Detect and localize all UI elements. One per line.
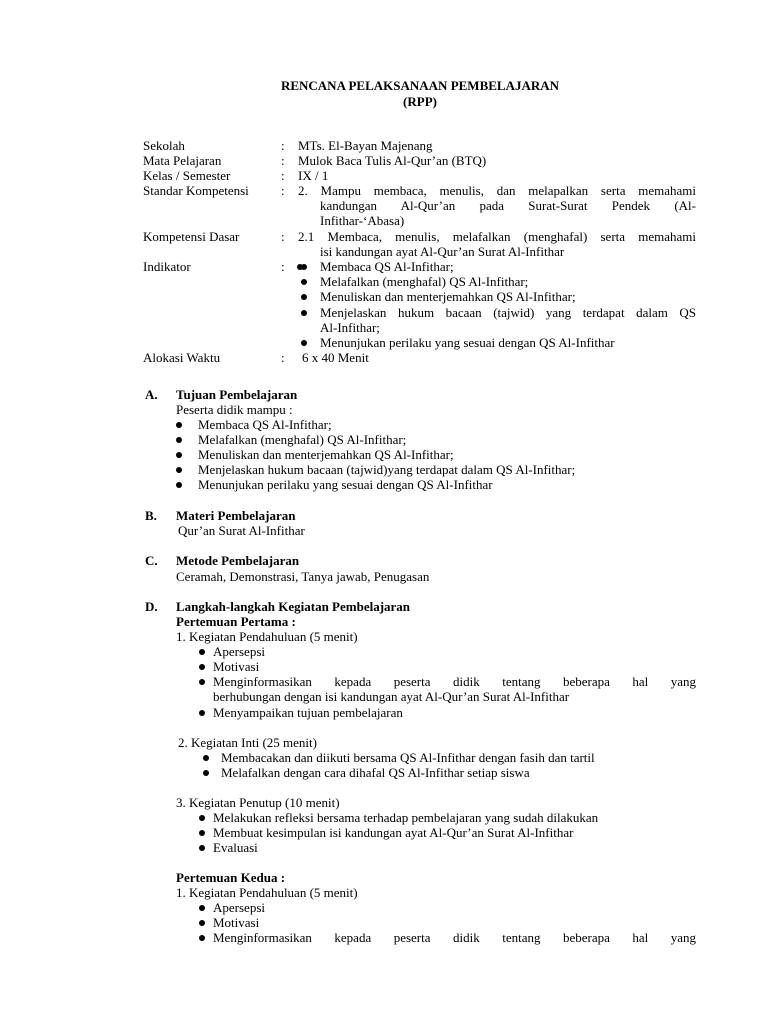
section-letter: A. (145, 387, 158, 402)
sekolah-label: Sekolah (143, 138, 185, 153)
step-heading: 2. Kegiatan Inti (25 menit) (178, 735, 317, 750)
section-letter: D. (145, 599, 158, 614)
kelas-value: IX / 1 (298, 168, 329, 183)
list-item: Menjelaskan hukum bacaan (tajwid)yang terdapat dalam QS Al-Infithar; (198, 462, 576, 477)
list-item: Menginformasikan kepada peserta didik tentang beberapa hal yang (213, 674, 696, 689)
list-item: Apersepsi (213, 900, 265, 915)
indikator-item: Menjelaskan hukum bacaan (tajwid) yang terdapat dalam QS (320, 305, 696, 320)
bullet-icon (301, 310, 307, 316)
sk-line-3: Infithar-‘Abasa) (320, 213, 405, 228)
section-heading: Metode Pembelajaran (176, 553, 300, 568)
alokasi-value: 6 x 40 Menit (302, 350, 369, 365)
sk-line-1: 2. Mampu membaca, menulis, dan melapalkan serta memahami (298, 183, 696, 198)
bullet-icon (301, 294, 307, 300)
colon: : (281, 183, 285, 198)
colon: : (281, 138, 285, 153)
bullet-icon (199, 664, 205, 670)
colon: : (281, 350, 285, 365)
kd-label: Kompetensi Dasar (143, 229, 240, 244)
mapel-label: Mata Pelajaran (143, 153, 222, 168)
colon: : (281, 259, 285, 274)
bullet-icon (176, 467, 182, 473)
meeting-heading: Pertemuan Pertama : (176, 614, 296, 629)
list-item: Membaca QS Al-Infithar; (198, 417, 332, 432)
sekolah-value: MTs. El-Bayan Majenang (298, 138, 433, 153)
bullet-icon (199, 845, 205, 851)
colon: : (281, 168, 285, 183)
document-subtitle: (RPP) (403, 94, 437, 109)
bullet-icon (199, 815, 205, 821)
kd-line-2: isi kandungan ayat Al-Qur’an Surat Al-Infithar (320, 244, 565, 259)
list-item: Menyampaikan tujuan pembelajaran (213, 705, 403, 720)
bullet-icon (301, 264, 307, 270)
section-body: Ceramah, Demonstrasi, Tanya jawab, Penugasan (176, 569, 430, 584)
bullet-icon (301, 279, 307, 285)
list-item: Melakukan refleksi bersama terhadap pembelajaran yang sudah dilakukan (213, 810, 599, 825)
section-letter: C. (145, 553, 158, 568)
section-body: Qur’an Surat Al-Infithar (178, 523, 305, 538)
colon: : (281, 153, 285, 168)
list-item: Evaluasi (213, 840, 258, 855)
list-item: Membuat kesimpulan isi kandungan ayat Al-Qur’an Surat Al-Infithar (213, 825, 574, 840)
bullet-icon (199, 920, 205, 926)
document-title: RENCANA PELAKSANAAN PEMBELAJARAN (280, 78, 560, 93)
bullet-icon (203, 755, 209, 761)
indikator-item: Menuliskan dan menterjemahkan QS Al-Infithar; (320, 289, 576, 304)
meeting-heading: Pertemuan Kedua : (176, 870, 286, 885)
bullet-icon (199, 905, 205, 911)
bullet-icon (199, 649, 205, 655)
indikator-item: Melafalkan (menghafal) QS Al-Infithar; (320, 274, 529, 289)
list-item-continued: berhubungan dengan isi kandungan ayat Al-Qur’an Surat Al-Infithar (213, 689, 570, 704)
section-intro: Peserta didik mampu : (176, 402, 293, 417)
section-letter: B. (145, 508, 157, 523)
indikator-label: Indikator (143, 259, 191, 274)
section-heading: Langkah-langkah Kegiatan Pembelajaran (176, 599, 411, 614)
indikator-item: Membaca QS Al-Infithar; (320, 259, 454, 274)
list-item: Menuliskan dan menterjemahkan QS Al-Infithar; (198, 447, 454, 462)
indikator-item: Menunjukan perilaku yang sesuai dengan QS Al-Infithar (320, 335, 615, 350)
bullet-icon (199, 710, 205, 716)
alokasi-label: Alokasi Waktu (143, 350, 221, 365)
bullet-icon (199, 935, 205, 941)
section-heading: Materi Pembelajaran (176, 508, 296, 523)
step-heading: 1. Kegiatan Pendahuluan (5 menit) (176, 629, 358, 644)
list-item: Melafalkan (menghafal) QS Al-Infithar; (198, 432, 407, 447)
colon: : (281, 229, 285, 244)
bullet-icon (301, 340, 307, 346)
list-item: Melafalkan dengan cara dihafal QS Al-Infithar setiap siswa (221, 765, 530, 780)
list-item: Menginformasikan kepada peserta didik tentang beberapa hal yang (213, 930, 696, 945)
list-item: Motivasi (213, 659, 260, 674)
bullet-icon (199, 679, 205, 685)
section-heading: Tujuan Pembelajaran (176, 387, 298, 402)
sk-line-2: kandungan Al-Qur’an pada Surat-Surat Pendek (Al- (320, 198, 696, 213)
bullet-icon (176, 452, 182, 458)
bullet-icon (203, 770, 209, 776)
step-heading: 1. Kegiatan Pendahuluan (5 menit) (176, 885, 358, 900)
list-item: Apersepsi (213, 644, 265, 659)
indikator-item-continued: Al-Infithar; (320, 320, 380, 335)
list-item: Membacakan dan diikuti bersama QS Al-Infithar dengan fasih dan tartil (221, 750, 595, 765)
bullet-icon (176, 482, 182, 488)
kd-line-1: 2.1 Membaca, menulis, melafalkan (menghafal) serta memahami (298, 229, 696, 244)
bullet-icon (176, 422, 182, 428)
sk-label: Standar Kompetensi (143, 183, 249, 198)
bullet-icon (199, 830, 205, 836)
kelas-label: Kelas / Semester (143, 168, 231, 183)
bullet-icon (176, 437, 182, 443)
mapel-value: Mulok Baca Tulis Al-Qur’an (BTQ) (298, 153, 487, 168)
list-item: Menunjukan perilaku yang sesuai dengan QS Al-Infithar (198, 477, 493, 492)
list-item: Motivasi (213, 915, 260, 930)
step-heading: 3. Kegiatan Penutup (10 menit) (176, 795, 340, 810)
